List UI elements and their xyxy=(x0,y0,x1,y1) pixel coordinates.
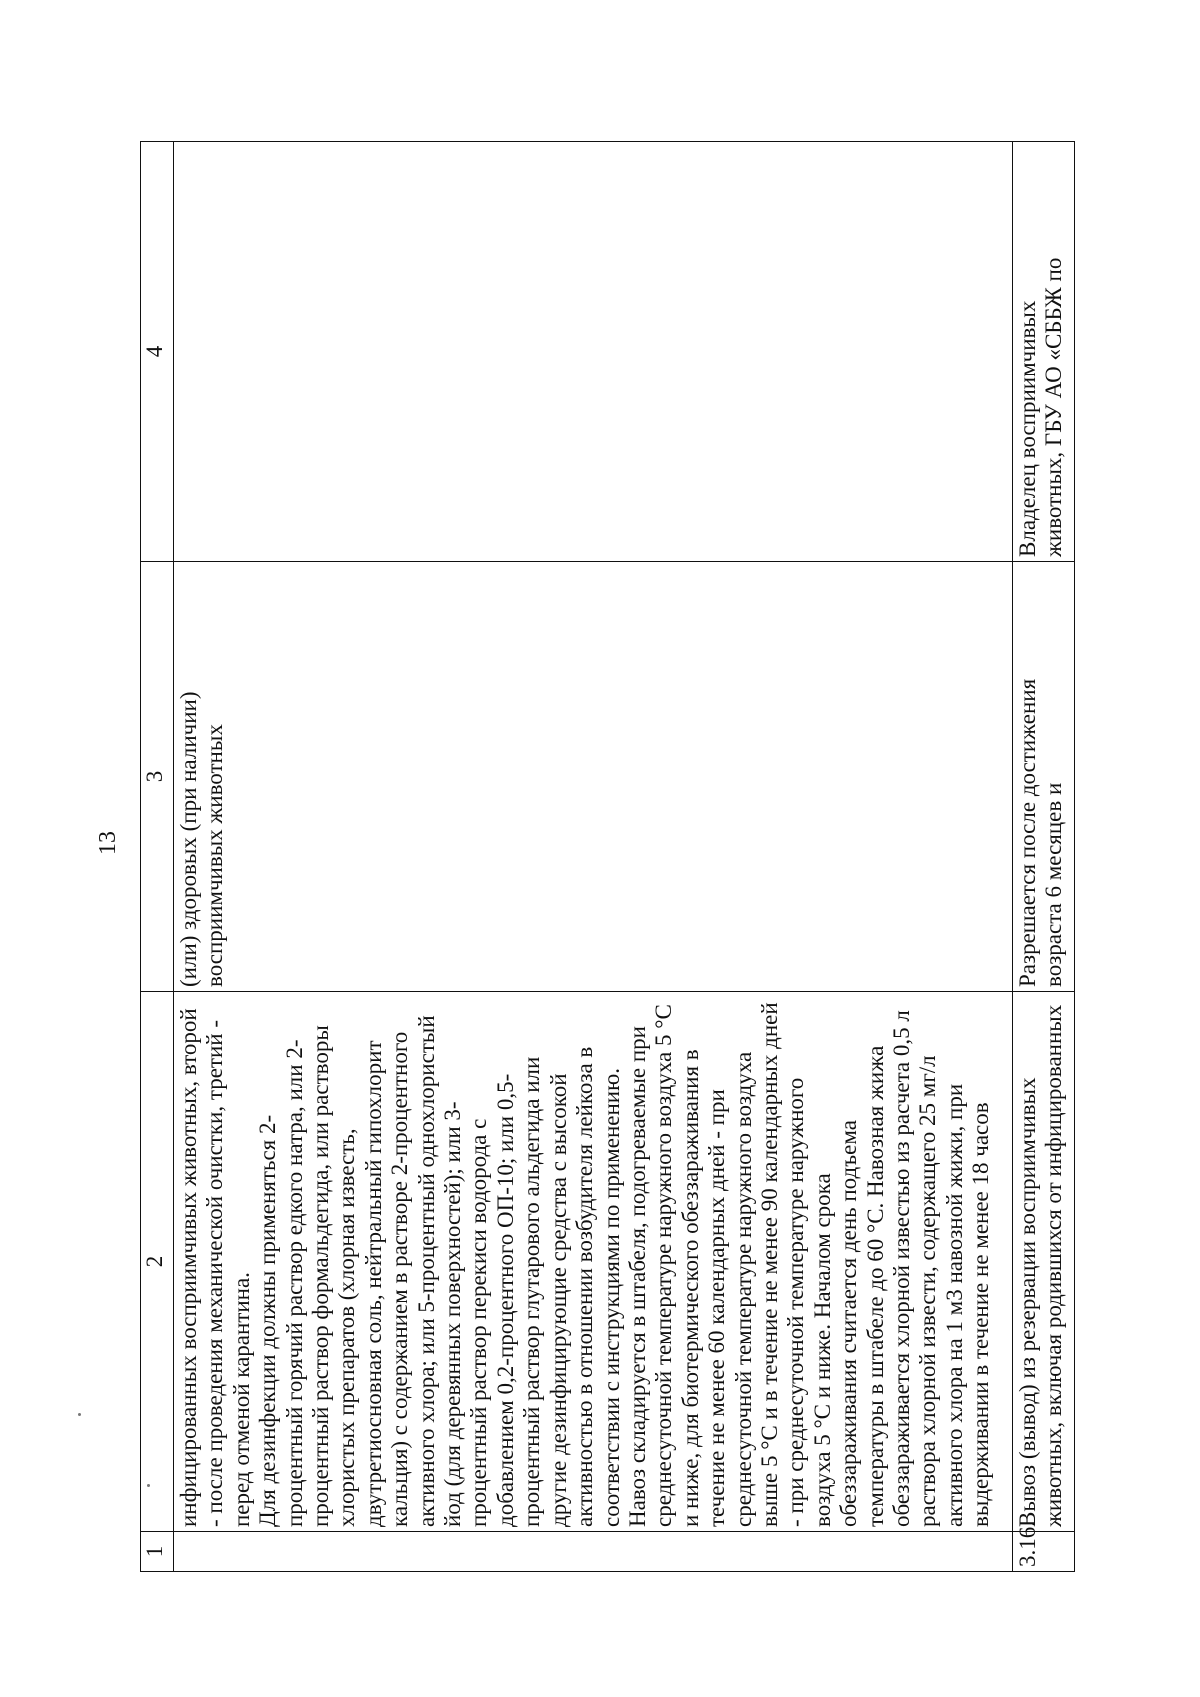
measures-cell xyxy=(1013,992,1075,1532)
text-line: (или) здоровых (при наличии) xyxy=(176,691,201,987)
measures-cell xyxy=(174,992,1013,1532)
text-line: Для дезинфекции должны применяться 2- xyxy=(255,1114,281,1527)
table-row-3-16 xyxy=(1013,142,1075,1572)
text-line: активного хлора на 1 м3 навозной жижи, при xyxy=(941,1083,967,1527)
text-line: Владелец восприимчивых xyxy=(1015,300,1040,557)
text-line: - после проведения механической очистки, третий - xyxy=(202,1020,228,1527)
text-line: среднесуточной температуре наружного воздуха xyxy=(730,1051,756,1527)
text-line: выдерживании в течение не менее 18 часов xyxy=(968,1102,994,1527)
header-cell-4: 4 xyxy=(141,142,174,562)
text-line: активного хлора; или 5-процентный однохлористый xyxy=(413,1015,439,1527)
text-line: процентный раствор глутарового альдегида или xyxy=(519,1056,545,1527)
text-line: температуры в штабеле до 60 °С. Навозная жижа xyxy=(862,1045,888,1527)
header-cell-2: 2 xyxy=(141,992,174,1532)
text-line: возраста 6 месяцев и xyxy=(1041,782,1067,987)
text-line: и ниже, для биотермического обеззараживания в xyxy=(677,1049,703,1527)
text-line: добавлением 0,2-процентного ОП-10; или 0,5- xyxy=(492,1073,518,1527)
responsible-cell xyxy=(174,142,1013,562)
text-line: Навоз складируется в штабеля, подогреваемые при xyxy=(624,1026,650,1527)
text-line: другие дезинфицирующие средства с высокой xyxy=(545,1073,571,1527)
document-table xyxy=(140,141,1075,1572)
text-line: животных, включая родившихся от инфицированных xyxy=(1041,1004,1067,1527)
row-number-cell xyxy=(174,1532,1013,1572)
text-line: перед отменой карантина. xyxy=(228,1272,254,1527)
text-line: воздуха 5 °С и ниже. Началом срока xyxy=(809,1173,835,1527)
text-line: выше 5 °С и в течение не менее 90 календарных дней xyxy=(756,1002,782,1527)
text-line: восприимчивых животных xyxy=(202,724,228,987)
text-line: инфицированных восприимчивых животных, второй xyxy=(176,1008,201,1527)
header-cell-1: 1 xyxy=(141,1532,174,1572)
text-line: процентный раствор перекиси водорода с xyxy=(466,1118,492,1527)
text-line: животных, ГБУ АО «СББЖ по xyxy=(1041,257,1067,557)
text-line: Вывоз (вывод) из резервации восприимчивых xyxy=(1015,1077,1040,1527)
text-line: соответствии с инструкциями по применению. xyxy=(598,1067,624,1527)
text-line: обеззараживания считается день подъема xyxy=(836,1120,862,1527)
text-line: кальция) с содержанием в растворе 2-процентного xyxy=(387,1031,413,1527)
text-line: активностью в отношении возбудителя лейкоза в xyxy=(572,1046,598,1527)
row-number-cell: 3.16. xyxy=(1013,1532,1075,1572)
text-line: Разрешается после достижения xyxy=(1015,678,1040,987)
text-line: раствора хлорной извести, содержащего 25 мг/л xyxy=(915,1055,941,1527)
table-header-row xyxy=(141,142,174,1572)
terms-cell xyxy=(174,562,1013,992)
text-line: обеззараживается хлорной известью из расчета 0,5 л xyxy=(888,1010,914,1527)
text-line: хлористых препаратов (хлорная известь, xyxy=(334,1128,360,1527)
responsible-cell xyxy=(1013,142,1075,562)
text-line: йод (для деревянных поверхностей); или 3- xyxy=(440,1101,466,1527)
header-cell-3: 3 xyxy=(141,562,174,992)
table-row-continued xyxy=(174,142,1013,1572)
terms-cell xyxy=(1013,562,1075,992)
scan-speck xyxy=(147,1484,150,1487)
scan-speck xyxy=(78,1413,81,1416)
text-line: - при среднесуточной температуре наружного xyxy=(783,1077,809,1527)
text-line: течение не менее 60 календарных дней - при xyxy=(704,1089,730,1527)
page-number: 13 xyxy=(95,831,121,855)
text-line: процентный раствор формальдегида, или растворы xyxy=(308,1025,334,1527)
text-line: двутретиосновная соль, нейтральный гипохлорит xyxy=(360,1040,386,1527)
text-line: процентный горячий раствор едкого натра, или 2- xyxy=(281,1039,307,1527)
text-line: среднесуточной температуре наружного воздуха 5 °С xyxy=(651,1004,677,1527)
